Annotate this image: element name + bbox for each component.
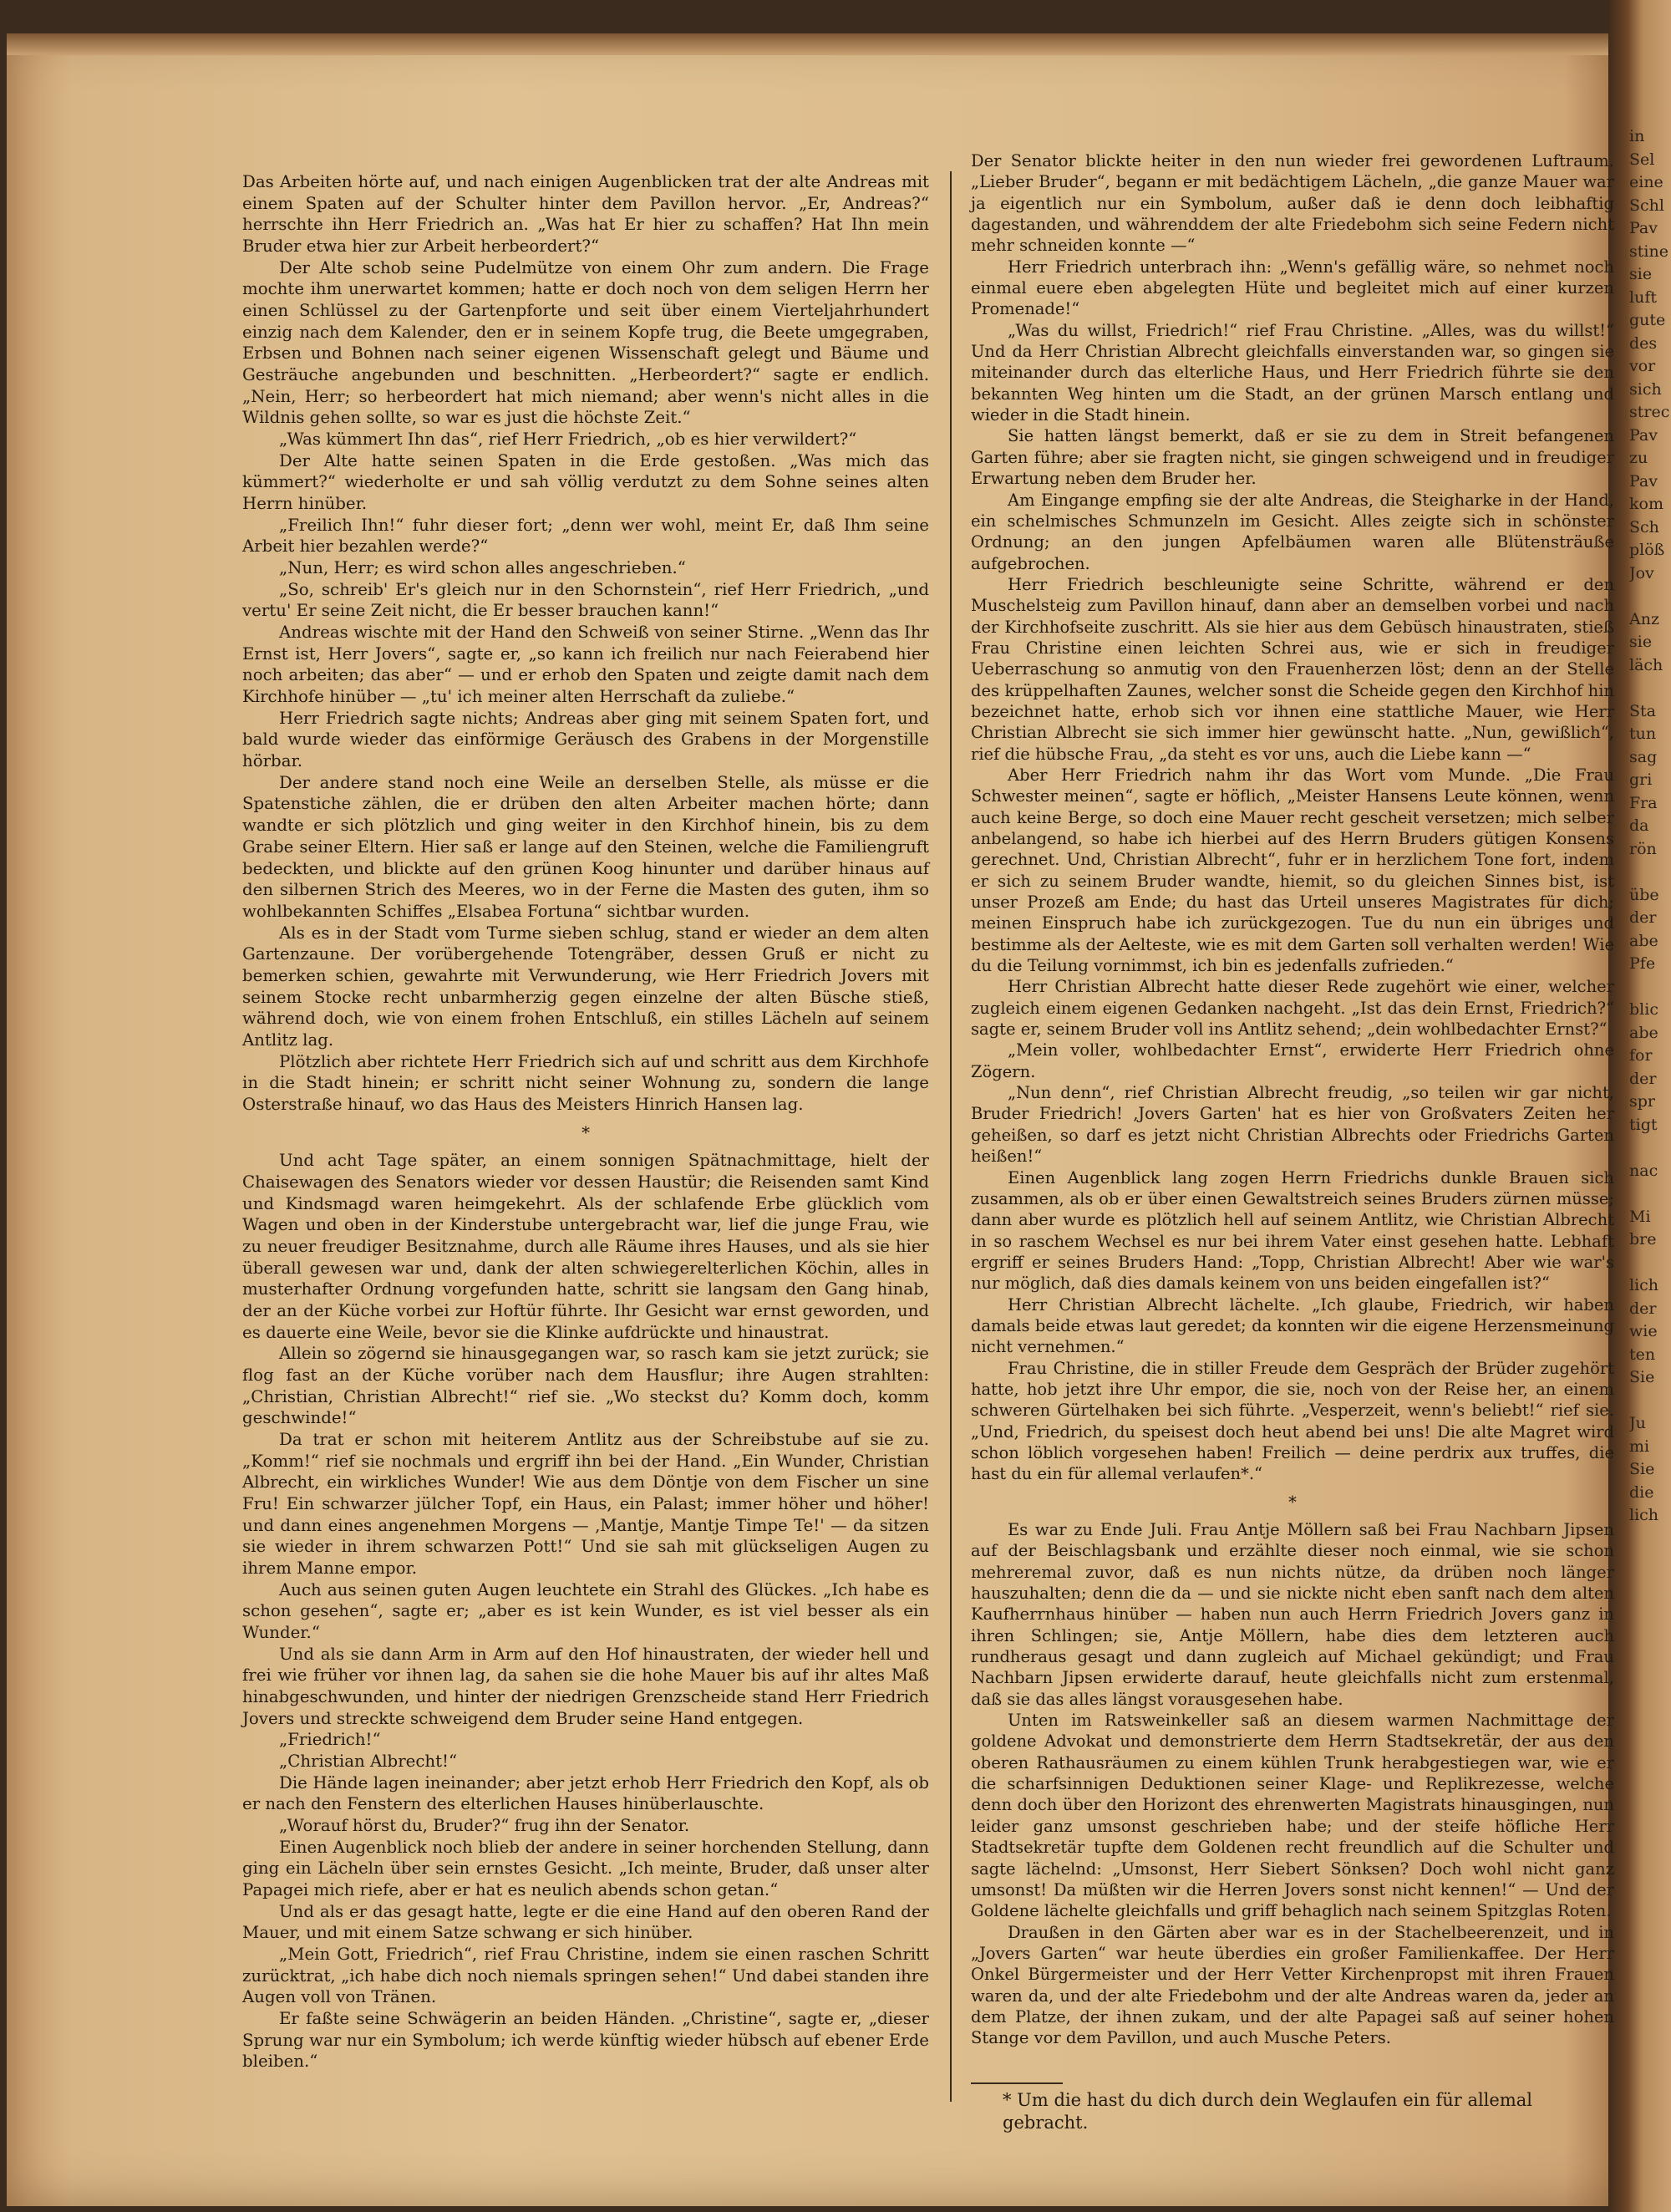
paragraph: Andreas wischte mit der Hand den Schweiß von seiner Stirne. „Wenn das Ihr Ernst ist, Herr Jovers“, sagte er, „so kann ich freilich nur nach Feierabend hier noch arbeiten; das aber“ — und er erhob den Spaten und zeigte damit nach dem Kirchhofe hinüber — „tu' ich meiner alten Herrschaft da zuliebe.“ xyxy=(242,623,929,707)
next-page-fragment: die xyxy=(1629,1482,1654,1502)
next-page-fragment: blic xyxy=(1629,1000,1658,1019)
next-page-fragment xyxy=(1629,677,1671,700)
next-page-fragment: kom xyxy=(1629,495,1663,513)
next-page-fragment: luft xyxy=(1629,287,1657,307)
next-page-fragment xyxy=(1629,861,1671,884)
next-page-fragment xyxy=(1629,1252,1671,1275)
next-page-fragment: gute xyxy=(1629,311,1666,329)
next-page-fragment: vor xyxy=(1629,357,1656,375)
next-page-fragment: plöß xyxy=(1629,541,1665,559)
next-page-fragment: Pfe xyxy=(1629,954,1656,973)
next-page-fragment: der xyxy=(1629,908,1657,927)
paragraph: Plötzlich aber richtete Herr Friedrich sich auf und schritt aus dem Kirchhofe in die Stadt hinein; er schritt nicht seiner Wohnung zu, sondern die lange Osterstraße hinauf, wo das Haus des Meisters Hinrich Hansen lag. xyxy=(242,1051,929,1114)
paragraph: Der Alte hatte seinen Spaten in die Erde gestoßen. „Was mich das kümmert?“ wiederholte er und sah völlig verdutzt zu dem Sohne seines alten Herrn hinüber. xyxy=(242,450,929,514)
paragraph: Herr Friedrich unterbrach ihn: „Wenn's gefällig wäre, so nehmet noch einmal euere eben abgelegten Hüte und begleitet mich auf einer kurzen Promenade!“ xyxy=(971,257,1614,319)
next-page-fragment: sag xyxy=(1629,747,1658,766)
paragraph: Auch aus seinen guten Augen leuchtete ein Strahl des Glückes. „Ich habe es schon gesehen“, sagte er; „aber es ist kein Wunder, es ist viel besser als ein Wunder.“ xyxy=(242,1579,929,1643)
next-page-fragment: Sel xyxy=(1629,150,1655,169)
next-page-fragment xyxy=(1629,1137,1671,1160)
next-page-fragment: Fra xyxy=(1629,793,1658,812)
paragraph: Und acht Tage später, an einem sonnigen Spätnachmittage, hielt der Chaisewagen des Senators wieder vor dessen Haustür; die Reisenden samt Kind und Kindsmagd waren heimgekehrt. Als der schlafende Erbe glücklich vom Wagen und oben in der Kinderstube untergebracht war, lief die junge Frau, wie zu neuer freudiger Besitznahme, durch alle Räume ihres Hauses, und als sie hier überall gewesen war und, dank der alten schwiegerelterlichen Köchin, alles in musterhafter Ordnung vorgefunden hatte, schritt sie langsam den Gang hinab, der an der Küche vorbei zur Hoftür führte. Ihr Gesicht war ernst geworden, und es dauerte eine Weile, bevor sie die Klinke aufdrückte und hinaustrat. xyxy=(242,1151,929,1342)
next-page-fragment: Pav xyxy=(1629,471,1658,491)
paragraph: „Was kümmert Ihn das“, rief Herr Friedrich, „ob es hier verwildert?“ xyxy=(279,430,857,450)
next-page-fragment: strec xyxy=(1629,403,1670,421)
paragraph: Es war zu Ende Juli. Frau Antje Möllern saß bei Frau Nachbarn Jipsen auf der Beischlagsbank und erzählte dieser noch einmal, wie sie schon mehreremal zuvor, daß es nun nichts nütze, da drüben noch länger hauszuhalten; denn die da — und sie nickte nicht eben sanft nach dem alten Kaufherrnhaus hinüber — haben nun auch Herrn Friedrich Jovers ganz in ihren Schlingen; sie, Antje Möllern, habe dies dem letzteren auch rundheraus gesagt und dann zugleich auf Michael gekündigt; und Frau Nachbarn Jipsen erwiderte darauf, heute gleichfalls nicht zum erstenmal, daß sie das alles längst vorausgesehen habe. xyxy=(971,1520,1614,1709)
next-page-fragment: Schl xyxy=(1629,196,1664,215)
next-page-fragment: mi xyxy=(1629,1437,1650,1456)
next-page-fragment: eine xyxy=(1629,173,1663,191)
next-page-fragment: Sie xyxy=(1629,1368,1655,1386)
next-page-fragment: tigt xyxy=(1629,1115,1658,1134)
paragraph: Der Alte schob seine Pudelmütze von einem Ohr zum andern. Die Frage mochte ihm unerwartet kommen; hatte er doch noch von dem seligen Herrn her einen Schlüssel zu der Gartenpforte und seit über einem Vierteljahrhundert einzig nach dem Kalender, den er in seinem Kopfe trug, die Beete umgegraben, Erbsen und Bohnen nach seiner eigenen Wissenschaft gelegt und Bäume und Gesträuche angebunden und beschnitten. „Herbeordert?“ sagte er endlich. „Nein, Herr; so herbeordert hat mich niemand; aber wenn's nicht alles in die Wildnis gehen sollte, so war es just die höchste Zeit.“ xyxy=(242,257,929,428)
paragraph: „Christian Albrecht!“ xyxy=(279,1752,458,1772)
paragraph: „Friedrich!“ xyxy=(279,1730,381,1750)
next-page-fragment: spr xyxy=(1629,1092,1655,1111)
paragraph: Herr Christian Albrecht hatte dieser Rede zugehört wie einer, welcher zugleich einem eigenen Gedanken nachgeht. „Ist das dein Ernst, Friedrich?“ sagte er, seinem Bruder voll ins Antlitz sehend; „dein wohlbedachter Ernst?“ xyxy=(971,977,1614,1040)
next-page-fragment xyxy=(1629,585,1671,608)
paragraph: „Nun denn“, rief Christian Albrecht freudig, „so teilen wir gar nicht, Bruder Friedrich! ‚Jovers Garten' hat es hier von Großvaters Zeiten her geheißen, so darf es jetzt nicht Christian Albrechts oder Friedrichs Garten heißen!“ xyxy=(971,1083,1614,1167)
paragraph: Und als sie dann Arm in Arm auf den Hof hinaustraten, der wieder hell und frei wie früher vor ihnen lag, da sahen sie die hohe Mauer bis auf ihr altes Maß hinabgeschwunden, und hinter der niedrigen Grenzscheide stand Herr Friedrich Jovers und streckte schweigend dem Bruder seine Hand entgegen. xyxy=(242,1644,929,1728)
next-page-fragment: bre xyxy=(1629,1230,1657,1248)
next-page-fragment: Pav xyxy=(1629,219,1658,237)
paragraph: „Nun, Herr; es wird schon alles angeschrieben.“ xyxy=(279,558,686,578)
next-page-fragment: rön xyxy=(1629,839,1657,858)
next-page-fragment: Sch xyxy=(1629,517,1659,536)
page-top-edge xyxy=(7,33,1629,55)
paragraph: Da trat er schon mit heiterem Antlitz aus der Schreibstube auf sie zu. „Komm!“ rief sie nochmals und ergriff ihn bei der Hand. „Ein Wunder, Christian Albrecht, ein wirkliches Wunder! Wie aus dem Döntje von dem Fischer un sine Fru! Ein schwarzer jülcher Topf, ein Haus, ein Palast; immer höher und höher! und dann eines angenehmen Morgens — ‚Mantje, Mantje Timpe Te!' — da sitzen sie wieder in ihrem schwarzen Pott!“ Und sie sah mit glückseligen Augen zu ihrem Manne empor. xyxy=(242,1429,929,1578)
paragraph: Frau Christine, die in stiller Freude dem Gespräch der Brüder zugehört hatte, hob jetzt ihre Uhr empor, die sie, noch von der Reise her, an einem schweren Gürtelhaken bei sich führte. „Vesperzeit, wenn's beliebt!“ rief sie. „Und, Friedrich, du speisest doch heut abend bei uns! Die alte Magret wird schon löblich vorgesehen haben! Freilich — deine perdrix aux truffes, die hast du ein für allemal verlaufen*.“ xyxy=(971,1358,1614,1484)
section-separator: * xyxy=(1288,1492,1297,1512)
text-column-right xyxy=(971,150,1614,2049)
next-page-fragment xyxy=(1629,1390,1671,1413)
footnote: * Um die hast du dich durch dein Weglaufen ein für allemal gebracht. xyxy=(1003,2090,1532,2133)
next-page-fragment: Pav xyxy=(1629,425,1658,445)
next-page-fragment: Jov xyxy=(1629,563,1654,582)
next-page-fragment: läch xyxy=(1629,655,1663,674)
next-page-fragment: lich xyxy=(1629,1506,1659,1524)
next-page-fragment: sie xyxy=(1629,265,1653,283)
next-page-fragment: tun xyxy=(1629,725,1657,743)
next-page-fragment: sich xyxy=(1629,379,1662,399)
next-page-fragment: lich xyxy=(1629,1276,1659,1294)
paragraph: Unten im Ratsweinkeller saß an diesem warmen Nachmittage der goldene Advokat und demonstrierte dem Herrn Stadtsekretär, der aus den oberen Rathausräumen zu einem kühlen Trunk herabgestiegen war, wie er die scharfsinnigen Deduktionen seiner Klage- und Replikrezesse, welche denn doch über den Horizont des ehrenwerten Magistrats hinausgingen, nun leider ganz umsonst geschrieben habe; und der steife höfliche Herr Stadtsekretär tupfte dem Goldenen recht freundlich auf die Schulter und sagte lächelnd: „Umsonst, Herr Siebert Sönksen? Doch wohl nicht ganz umsonst! Da müßten wir die Herren Jovers sonst nicht kennen!“ — Und der Goldene lächelte gleichfalls und griff behaglich nach seinem Spitzglas Roten. xyxy=(971,1711,1614,1921)
next-page-fragment: gri xyxy=(1629,770,1653,789)
paragraph: Herr Friedrich beschleunigte seine Schritte, während er den Muschelsteig zum Pavillon hinauf, dann aber an demselben vorbei und nach der Kirchhofseite zuschritt. Als sie hier aus dem Gebüsch hinaustraten, stieß Frau Christine einen leichten Schrei aus, wie er sich in freudiger Ueberraschung so anmutig von den Frauenherzen löst; denn an der Stelle des krüppelhaften Zaunes, welcher sonst die Scheide gegen den Kirchhof hin bezeichnet hatte, erhob sich vor ihnen eine stattliche Mauer, wie Herr Christian Albrecht sie sich immer hier gewünscht hatte. „Nun, gewißlich“, rief die hübsche Frau, „da steht es vor uns, auch die Liebe kann —“ xyxy=(971,574,1614,764)
footnote-rule xyxy=(971,2082,1063,2084)
next-page-fragment: ten xyxy=(1629,1345,1656,1364)
paragraph: „Freilich Ihn!“ fuhr dieser fort; „denn wer wohl, meint Er, daß Ihm seine Arbeit hier bezahlen werde?“ xyxy=(242,515,929,557)
next-page-fragment: nac xyxy=(1629,1161,1658,1180)
paragraph: Einen Augenblick lang zogen Herrn Friedrichs dunkle Brauen sich zusammen, als ob er über einen Gewaltstreich seines Bruders zürnen müsse; dann aber wurde es plötzlich hell auf seinem Antlitz, wie Christian Albrecht in so raschem Wechsel es nur bei ihrem Vater einst gesehen hatte. Lebhaft ergriff er seines Bruders Hand: „Topp, Christian Albrecht! Aber wie war's nur möglich, daß dies damals keinem von uns beiden eingefallen ist?“ xyxy=(971,1167,1614,1294)
next-page-edge xyxy=(1629,125,1671,2148)
column-rule xyxy=(950,171,952,2102)
paragraph: „Mein Gott, Friedrich“, rief Frau Christine, indem sie einen raschen Schritt zurücktrat, „ich habe dich noch niemals springen sehen!“ Und dabei standen ihre Augen voll von Tränen. xyxy=(242,1945,929,2007)
section-separator: * xyxy=(582,1122,590,1142)
next-page-fragment: Sta xyxy=(1629,701,1656,720)
next-page-fragment: Anz xyxy=(1629,609,1659,628)
paragraph: Das Arbeiten hörte auf, und nach einigen Augenblicken trat der alte Andreas mit einem Spaten auf der Schulter hinter dem Pavillon hervor. „Er, Andreas?“ herrschte ihn Herr Friedrich an. „Was hat Er hier zu schaffen? Hat Ihn mein Bruder etwa hier zur Arbeit herbeordert?“ xyxy=(242,172,929,257)
paragraph: „Worauf hörst du, Bruder?“ frug ihn der Senator. xyxy=(279,1816,690,1836)
next-page-fragment: Ju xyxy=(1629,1414,1646,1432)
next-page-fragment: wie xyxy=(1629,1322,1658,1340)
paragraph: Herr Christian Albrecht lächelte. „Ich glaube, Friedrich, wir haben damals beide etwas laut geredet; da konnten wir die eigene Herzensmeinung nicht vernehmen.“ xyxy=(971,1294,1614,1357)
paragraph: Die Hände lagen ineinander; aber jetzt erhob Herr Friedrich den Kopf, als ob er nach den Fenstern des elterlichen Hauses hinüberlauschte. xyxy=(242,1772,929,1814)
paragraph: Der andere stand noch eine Weile an derselben Stelle, als müsse er die Spatenstiche zählen, die er drüben den alten Arbeiter machen hörte; dann wandte er sich plötzlich und ging weiter in den Kirchhof hinein, bis zu dem Grabe seiner Eltern. Hier saß er lange auf den Steinen, welche die Familiengruft bedeckten, und blickte auf den grünen Koog hinunter und darüber hinaus auf den silbernen Strich des Meeres, wo in der Ferne die Masten des guten, ihm so wohlbekannten Schiffes „Elsabea Fortuna“ sichtbar wurden. xyxy=(242,772,929,921)
next-page-fragment: der xyxy=(1629,1069,1657,1088)
text-column-left xyxy=(242,171,929,2072)
next-page-fragment: stine xyxy=(1629,242,1668,261)
next-page-fragment: übe xyxy=(1629,885,1659,904)
next-page-fragment: der xyxy=(1629,1299,1657,1318)
paragraph: Aber Herr Friedrich nahm ihr das Wort vom Munde. „Die Frau Schwester meinen“, sagte er höflich, „Meister Hansens Leute können, wenn auch keine Berge, so doch eine Mauer recht gescheit versetzen; mich selber anbelangend, so habe ich hierbei auf des Herrn Bruders gütigen Konsens gerechnet. Und, Christian Albrecht“, fuhr er in herzlichem Tone fort, indem er sich zu seinem Bruder wandte, hiemit, so du gleichen Sinnes bist, ist unser Prozeß am Ende; du hast das Urteil unseres Magistrates für dich; meinen Einspruch habe ich zurückgezogen. Tue du nun ein übriges und bestimme als der Aelteste, wie es mit dem Garten soll verhalten werden! Wie du die Teilung vornimmst, ich bin es jedenfalls zufrieden.“ xyxy=(971,765,1614,976)
next-page-fragment: da xyxy=(1629,816,1649,835)
paragraph: Einen Augenblick noch blieb der andere in seiner horchenden Stellung, dann ging ein Lächeln über sein ernstes Gesicht. „Ich meinte, Bruder, daß unser alter Papagei mich riefe, aber er hat es neulich abends schon getan.“ xyxy=(242,1837,929,1900)
paragraph: „Was du willst, Friedrich!“ rief Frau Christine. „Alles, was du willst!“ Und da Herr Christian Albrecht gleichfalls einverstanden war, so gingen sie miteinander durch das elterliche Haus, und Herr Friedrich führte sie den bekannten Weg hinten um die Stadt, an der grünen Marsch entlang und wieder in die Stadt hinein. xyxy=(971,320,1614,425)
paragraph: Sie hatten längst bemerkt, daß er sie zu dem in Streit befangenen Garten führe; aber sie fragten nicht, sie gingen schweigend und in freudiger Erwartung neben dem Bruder her. xyxy=(971,426,1614,489)
paragraph: Am Eingange empfing sie der alte Andreas, die Steigharke in der Hand, ein schelmisches Schmunzeln im Gesicht. Alles zeigte sich in schönster Ordnung; an den jungen Apfelbäumen waren alle Blütensträuße aufgebrochen. xyxy=(971,490,1614,573)
next-page-fragment: des xyxy=(1629,333,1658,353)
next-page-fragment: Sie xyxy=(1629,1460,1655,1478)
paragraph: Als es in der Stadt vom Turme sieben schlug, stand er wieder an dem alten Gartenzaune. Der vorübergehende Totengräber, dessen Gruß er nicht zu bemerken schien, gewahrte mit Verwunderung, wie Herr Friedrich Jovers mit seinem Stocke recht unbarmherzig gegen einzelne der alten Büsche stieß, während doch, wie von einem frohen Entschluß, ein stilles Lächeln auf seinem Antlitz lag. xyxy=(242,923,929,1050)
paragraph: „Mein voller, wohlbedachter Ernst“, erwiderte Herr Friedrich ohne Zögern. xyxy=(971,1040,1614,1081)
next-page-fragment: for xyxy=(1629,1046,1653,1065)
next-page-fragment xyxy=(1629,976,1671,999)
paragraph: Draußen in den Gärten aber war es in der Stachelbeerenzeit, und in „Jovers Garten“ war heute überdies ein großer Familienkaffee. Der Herr Onkel Bürgermeister und der Herr Vetter Kirchenpropst mit ihren Frauen waren da, und der alte Friedebohm und der alte Andreas waren da, jeder an dem Platze, der ihnen zukam, und der alte Papagei saß auf seiner hohen Stange vor dem Pavillon, und auch Musche Peters. xyxy=(971,1922,1614,2048)
next-page-fragment: zu xyxy=(1629,449,1648,467)
paragraph: Und als er das gesagt hatte, legte er die eine Hand auf den oberen Rand der Mauer, und mit einem Satze schwang er sich hinüber. xyxy=(242,1901,929,1943)
next-page-fragment: in xyxy=(1629,127,1645,145)
next-page-fragment: abe xyxy=(1629,931,1658,950)
next-page-fragment: Mi xyxy=(1629,1207,1651,1226)
next-page-fragment: abe xyxy=(1629,1023,1658,1042)
paragraph: Er faßte seine Schwägerin an beiden Händen. „Christine“, sagte er, „dieser Sprung war nur ein Symbolum; ich werde künftig wieder hübsch auf ebener Erde bleiben.“ xyxy=(242,2009,929,2072)
paragraph: „So, schreib' Er's gleich nur in den Schornstein“, rief Herr Friedrich, „und vertu' Er seine Zeit nicht, die Er besser brauchen kann!“ xyxy=(242,579,929,621)
paragraph: Der Senator blickte heiter in den nun wieder frei gewordenen Luftraum. „Lieber Bruder“, begann er mit bedächtigem Lächeln, „die ganze Mauer war ja eigentlich nur ein Symbolum, außer daß ie denn doch leibhaftig dagestanden, und währenddem der alte Friedebohm sich seine Federn nicht mehr schneiden konnte —“ xyxy=(971,151,1614,256)
next-page-fragment xyxy=(1629,1182,1671,1206)
next-page-fragment: sie xyxy=(1629,633,1653,651)
paragraph: Herr Friedrich sagte nichts; Andreas aber ging mit seinem Spaten fort, und bald wurde wieder das einförmige Geräusch des Grabens in der Morgenstille hörbar. xyxy=(242,708,929,771)
paragraph: Allein so zögernd sie hinausgegangen war, so rasch kam sie jetzt zurück; sie flog fast an der Küche vorüber nach dem Hausflur; ihre Augen strahlten: „Christian, Christian Albrecht!“ rief sie. „Wo steckst du? Komm doch, komm geschwinde!“ xyxy=(242,1344,929,1428)
